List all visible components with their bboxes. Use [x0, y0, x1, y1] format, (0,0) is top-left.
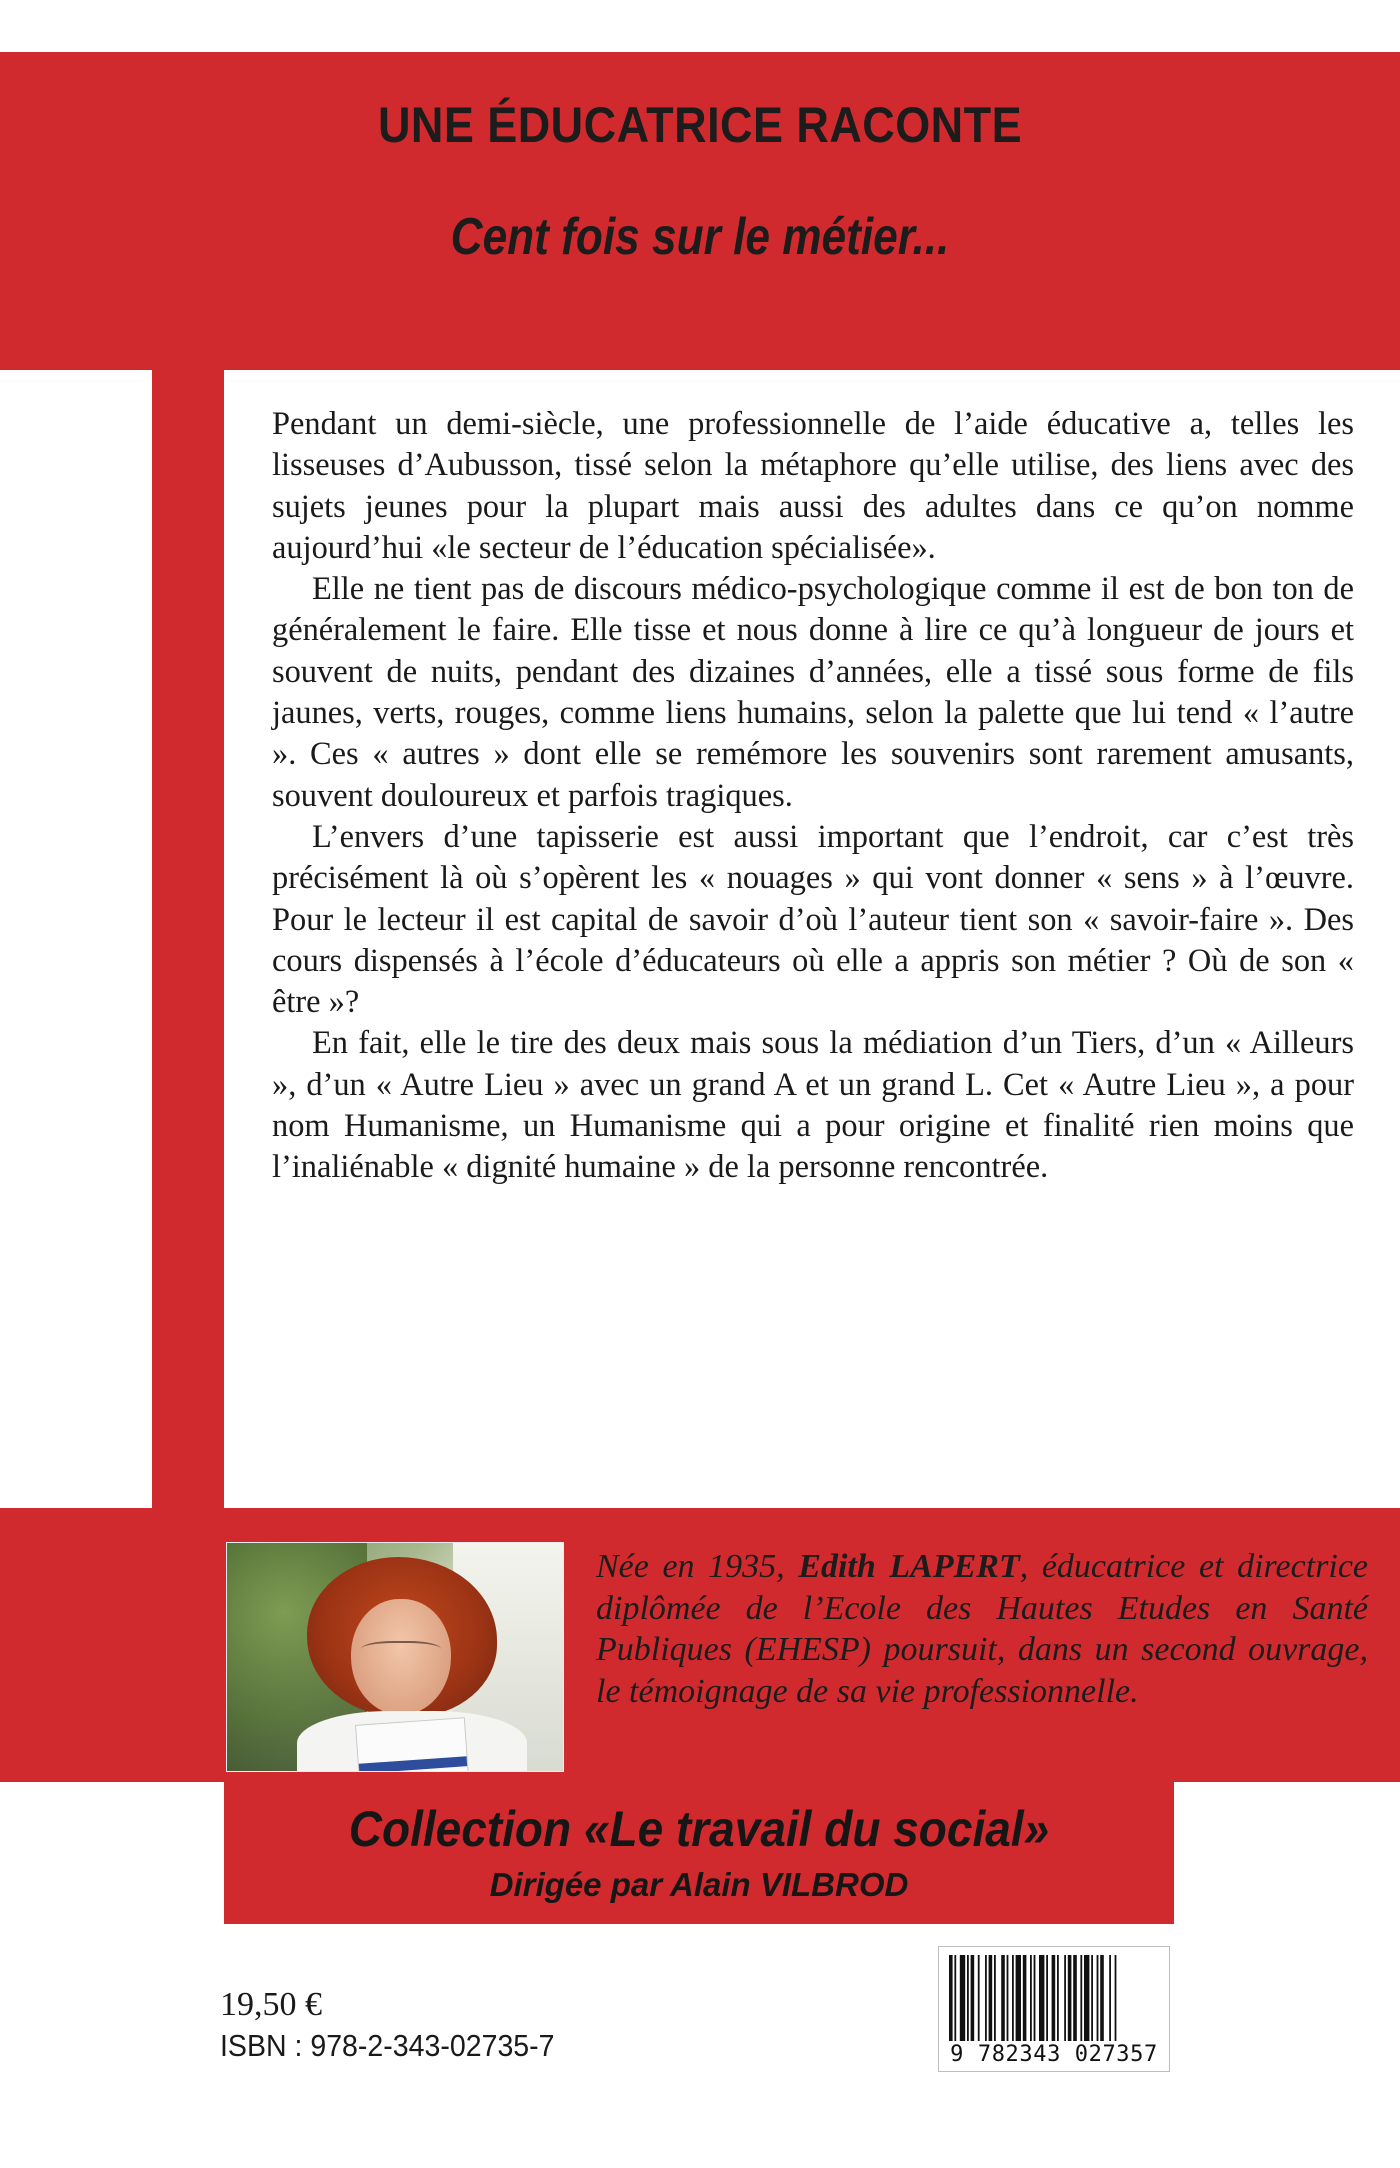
bio-suffix: , éducatrice et directrice diplômée de l’Ecole des Hautes Etudes en Santé Publiques (EHESP) poursuit, dans un second ouvrage, le témoignage de sa vie professionnelle.: [596, 1548, 1368, 1710]
book-title: UNE ÉDUCATRICE RACONTE: [377, 97, 1023, 153]
barcode-bar: [989, 1955, 993, 2041]
barcode: [938, 1946, 1170, 2072]
price: 19,50 €: [220, 1986, 322, 2023]
barcode-bar: [1016, 1955, 1021, 2041]
photo-book: [355, 1717, 469, 1772]
barcode-bar: [1064, 1955, 1066, 2041]
barcode-bar: [978, 1955, 980, 2041]
collection-title: Collection «Le travail du social»: [348, 1801, 1050, 1857]
blurb-paragraph: En fait, elle le tire des deux mais sous la médiation d’un Tiers, d’un « Ailleurs », d’un « Autre Lieu » avec un grand A et un grand L. Cet « Autre Lieu », a pour nom Humanisme, un Humanisme qui a pour origine et finalité rien moins que l’inaliénable « dignité humaine » de la personne rencontrée.: [272, 1025, 1354, 1186]
barcode-bar: [985, 1955, 987, 2041]
blurb-paragraph: L’envers d’une tapisserie est aussi important que l’endroit, car c’est très précisément là où s’opèrent les « nouages » qui vont donner « sens » à l’œuvre. Pour le lecteur il est capital de savoir d’où l’auteur tient son « savoir-faire ». Des cours dispensés à l’école d’éducateurs où elle a appris son métier ? Où de son « être »?: [272, 818, 1354, 1021]
barcode-bar: [1068, 1955, 1072, 2041]
barcode-bar: [967, 1955, 969, 2041]
barcode-bar: [1057, 1955, 1059, 2041]
barcode-bar: [1073, 1955, 1077, 2041]
left-vertical-bar: [152, 370, 224, 1510]
barcode-bar: [1091, 1955, 1093, 2041]
barcode-bar: [954, 1955, 956, 2041]
blurb-paragraph: Elle ne tient pas de discours médico-psychologique comme il est de bon ton de généralement le faire. Elle tisse et nous donne à lire ce qu’à longueur de jours et souvent de nuits, pendant des dizaines d’années, elle a tissé sous forme de fils jaunes, verts, rouges, comme liens humains, selon la palette que lui tend « l’autre ». Ces « autres » dont elle se remémore les souvenirs sont rarement amusants, souvent douloureux et parfois tragiques.: [272, 571, 1354, 814]
barcode-digits: 9 782343 027357: [950, 2042, 1158, 2067]
blurb-paragraph: Pendant un demi-siècle, une professionnelle de l’aide éducative a, telles les lisseuses d’Aubusson, tissé selon la métaphore qu’elle utilise, des liens avec des sujets jeunes pour la plupart mais aussi des adultes dans ce qu’on nomme aujourd’hui «le secteur de l’éducation spécialisée».: [272, 406, 1354, 566]
barcode-bar: [960, 1955, 965, 2041]
book-subtitle: Cent fois sur le métier...: [450, 208, 950, 266]
collection-director: Dirigée par Alain VILBROD: [489, 1866, 909, 1903]
barcode-bar: [1084, 1955, 1089, 2041]
back-cover-blurb: [272, 404, 1354, 1189]
author-photo: [226, 1542, 564, 1772]
barcode-bar: [1039, 1955, 1044, 2041]
photo-glasses: [361, 1641, 441, 1661]
barcode-bar: [1030, 1955, 1032, 2041]
barcode-bar: [1109, 1955, 1111, 2041]
barcode-bar: [1100, 1955, 1104, 2041]
barcode-bar: [1115, 1955, 1117, 2041]
barcode-bar: [1012, 1955, 1014, 2041]
barcode-bar: [1023, 1955, 1027, 2041]
barcode-bar: [1052, 1955, 1056, 2041]
barcode-bar: [949, 1955, 953, 2041]
author-bio: [596, 1546, 1368, 1712]
barcode-bar: [1097, 1955, 1099, 2041]
author-name: Edith LAPERT: [798, 1548, 1020, 1585]
isbn: ISBN : 978-2-343-02735-7: [220, 2028, 555, 2063]
barcode-bar: [1001, 1955, 1005, 2041]
barcode-bar: [1007, 1955, 1009, 2041]
barcode-bars: [947, 1955, 1163, 2041]
barcode-bar: [971, 1955, 975, 2041]
barcode-bar: [1046, 1955, 1048, 2041]
barcode-bar: [1034, 1955, 1036, 2041]
barcode-bar: [994, 1955, 996, 2041]
bio-prefix: Née en 1935,: [596, 1548, 799, 1585]
barcode-bar: [1080, 1955, 1082, 2041]
